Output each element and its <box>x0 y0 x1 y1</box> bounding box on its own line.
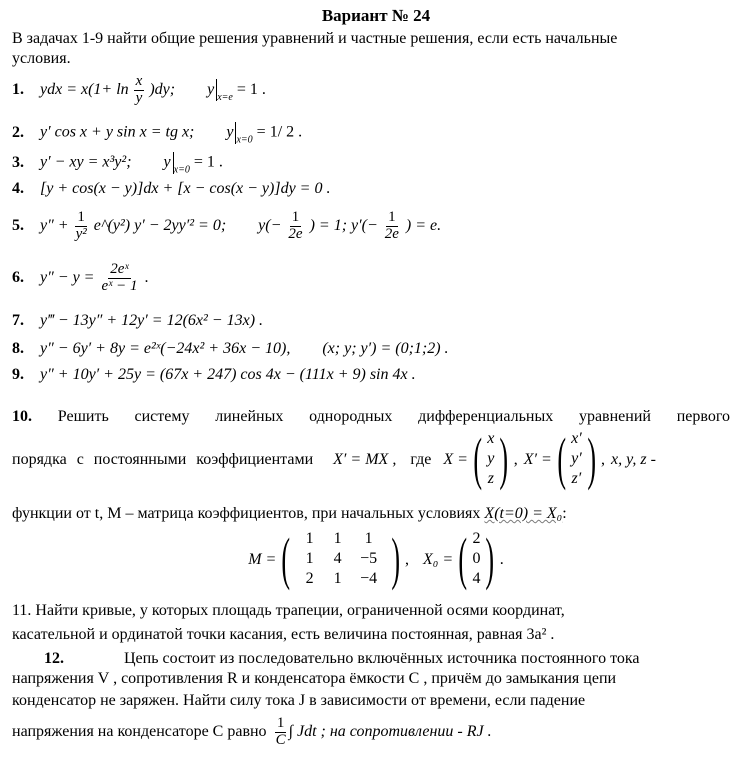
matrix-entry: 1 <box>305 530 314 547</box>
task-12-line-4 <box>12 716 492 749</box>
fraction-numerator: 1 <box>291 209 300 225</box>
vector-entry: y <box>487 450 495 467</box>
condition-sub: x=0 <box>173 164 190 176</box>
problem-number: 4. <box>12 180 24 197</box>
problem-3 <box>12 152 223 176</box>
xprime-label: X′ = <box>523 451 552 468</box>
fraction-numerator: 1 <box>77 209 85 225</box>
task-11-line-2: касательной и ординатой точки касания, есть величина постоянная, равная 3a² . <box>12 626 555 643</box>
matrix-entry: 4 <box>333 550 342 567</box>
problem-9 <box>12 366 416 384</box>
condition-sub: x=e <box>217 91 233 103</box>
condition-value: = 1 . <box>193 153 223 171</box>
matrix-entry: 2 <box>305 570 314 587</box>
matrix-entry: −5 <box>360 550 378 567</box>
equation-part: )dy; <box>149 80 176 98</box>
vector-entry: 4 <box>472 570 481 587</box>
equation-part: ydx = x(1+ ln <box>40 80 133 98</box>
vector-entry: z <box>487 470 494 487</box>
matrix-entry: 1 <box>333 570 342 587</box>
task-12-line-2: напряжения V , сопротивления R и конденсатора ёмкости C , причём до замыкания цепи <box>12 670 617 687</box>
problem-2 <box>12 122 302 146</box>
problem-8 <box>12 340 449 358</box>
problem-number: 2. <box>12 123 24 141</box>
equation-part: y″ + <box>40 216 73 234</box>
task-12-line-1 <box>44 650 640 668</box>
vector-entry: 2 <box>472 530 481 547</box>
problem-number: 5. <box>12 216 24 234</box>
m-label: M = <box>248 551 277 568</box>
condition: (x; y; y′) = (0;1;2) . <box>322 340 449 357</box>
equation: y′ cos x + y sin x = tg x; <box>40 123 195 141</box>
x0-vector: ( 2 0 4 ) <box>458 526 495 591</box>
task-text: порядка с постоянными коэффициентами <box>12 451 314 468</box>
task-text: Цепь состоит из последовательно включённых источника постоянного тока <box>124 650 640 667</box>
where-word: где <box>410 451 432 468</box>
matrix-entry: 1 <box>364 530 373 547</box>
fraction-numerator: 2eˣ <box>110 261 129 277</box>
fraction-denominator: y² <box>75 225 87 242</box>
condition-part: ) = e. <box>405 216 442 234</box>
fraction-denominator: 2e <box>384 225 399 242</box>
condition-part: y(− <box>258 216 282 234</box>
vector-entry: x <box>487 430 495 447</box>
fraction <box>286 210 304 243</box>
matrix-entry: 1 <box>333 530 342 547</box>
fraction-numerator: 1 <box>388 209 396 225</box>
equation: [y + cos(x − y)]dx + [x − cos(x − y)]dy = 0 . <box>40 180 331 197</box>
vector-entry: 0 <box>472 550 481 567</box>
problem-5 <box>12 210 441 243</box>
equation-part: y″ − y = <box>40 268 99 286</box>
problem-number: 8. <box>12 340 24 357</box>
condition-part: ) = 1; y′(− <box>309 216 378 234</box>
x-label: X = <box>443 451 468 468</box>
equation: y″ − 6y′ + 8y = e²ˣ(−24x² + 36x − 10), <box>40 340 291 357</box>
x-vector: ( x y z ) <box>473 426 509 491</box>
task-text: функции от t, M – матрица коэффициентов, при начальных условиях <box>12 505 481 522</box>
problem-6 <box>12 262 148 295</box>
task-text: напряжения на конденсаторе C равно <box>12 723 267 741</box>
task-10-line-2: порядка с постоянными коэффициентами X′ = MX , где X = ( x y z ) , X′ = ( x′ y′ z′ ) , x, y, z - <box>12 426 656 491</box>
vector-entry: z′ <box>571 470 582 487</box>
fraction <box>99 262 139 295</box>
task-text: ∫ Jdt ; на сопротивлении - RJ . <box>288 723 492 741</box>
equation: y‴ − 13y″ + 12y′ = 12(6x² − 13x) . <box>40 312 264 329</box>
fraction <box>74 210 89 243</box>
equation: y″ + 10y′ + 25y = (67x + 247) cos 4x − (111x + 9) sin 4x . <box>40 366 416 383</box>
condition-var: y <box>226 123 234 141</box>
task-number: 10. <box>12 408 32 425</box>
intro-line-1: В задачах 1-9 найти общие решения уравнений и частные решения, если есть начальные <box>12 30 618 47</box>
initial-condition: X(t=0) = X₀ <box>484 505 563 522</box>
equation: y′ − xy = x³y²; <box>40 153 132 171</box>
equation-part: e^(y²) y′ − 2yy′² = 0; <box>93 216 227 234</box>
problem-1 <box>12 74 266 107</box>
problem-7 <box>12 312 263 330</box>
fraction-denominator: 2e <box>288 225 303 242</box>
fraction <box>274 716 288 749</box>
system-equation: X′ = MX , <box>333 451 397 468</box>
fraction <box>383 210 401 243</box>
condition-sub: x=0 <box>236 134 253 146</box>
task-text: Решить систему линейных однородных дифференциальных уравнений первого <box>57 408 731 425</box>
condition-value: = 1 . <box>236 80 266 98</box>
fraction <box>134 74 145 107</box>
problem-number: 6. <box>12 268 24 286</box>
problem-number: 1. <box>12 80 24 98</box>
problem-4 <box>12 180 330 198</box>
equation-part: . <box>144 268 149 286</box>
fraction-denominator: y <box>135 89 143 106</box>
problem-number: 9. <box>12 366 24 383</box>
page-title: Вариант № 24 <box>321 6 431 25</box>
matrix-entry: −4 <box>360 570 378 587</box>
vector-entry: x′ <box>571 430 582 447</box>
problem-number: 3. <box>12 153 24 171</box>
task-10-line-1 <box>12 408 730 426</box>
coefficient-matrix: ( 1 1 1 1 4 −5 2 1 −4 ) <box>281 526 400 591</box>
fraction-denominator: C <box>275 731 286 748</box>
problem-number: 7. <box>12 312 24 329</box>
condition-var: y <box>163 153 171 171</box>
fraction-denominator: eˣ − 1 <box>101 277 138 294</box>
condition-value: = 1/ 2 . <box>256 123 303 141</box>
xprime-vector: ( x′ y′ z′ ) <box>557 426 596 491</box>
task-10-matrices: M = ( 1 1 1 1 4 −5 2 1 −4 ) , X₀ = ( 2 0 4 ) . <box>248 526 504 591</box>
x0-label: X₀ = <box>422 551 454 568</box>
intro-line-2: условия. <box>12 50 71 67</box>
fraction-numerator: 1 <box>276 715 285 731</box>
fraction-numerator: x <box>135 73 143 89</box>
matrix-entry: 1 <box>305 550 314 567</box>
condition-var: y <box>207 80 215 98</box>
task-12-line-3: конденсатор не заряжен. Найти силу тока J в зависимости от времени, если падение <box>12 692 586 709</box>
xyz-functions: x, y, z - <box>611 451 656 468</box>
task-10-line-3: функции от t, M – матрица коэффициентов, при начальных условиях X(t=0) = X₀: <box>12 505 567 522</box>
task-number: 12. <box>44 650 64 667</box>
vector-entry: y′ <box>571 450 582 467</box>
task-11-line-1: 11. Найти кривые, у которых площадь трапеции, ограниченной осями координат, <box>12 602 565 619</box>
